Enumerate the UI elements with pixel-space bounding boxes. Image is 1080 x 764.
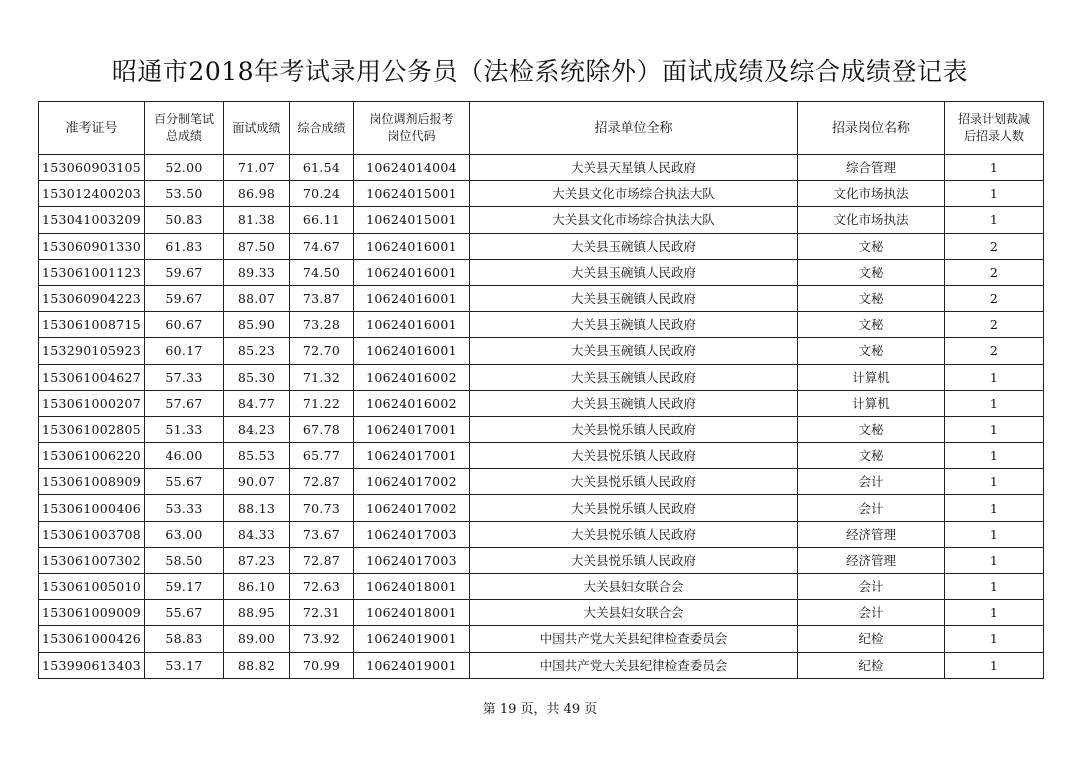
table-header-row [39, 102, 1044, 155]
hire-count-cell: 1 [945, 155, 1044, 181]
position-name-cell: 会计 [798, 600, 945, 626]
position-name-cell: 文化市场执法 [798, 181, 945, 207]
written-score-cell: 55.67 [145, 600, 224, 626]
position-name-cell: 综合管理 [798, 155, 945, 181]
unit-name-cell: 大关县妇女联合会 [470, 600, 798, 626]
written-score-cell: 57.33 [145, 364, 224, 390]
position-name-cell: 纪检 [798, 652, 945, 678]
hire-count-cell: 1 [945, 443, 1044, 469]
written-score-cell: 57.67 [145, 390, 224, 416]
ticket-number-cell: 153061008715 [39, 312, 145, 338]
unit-name-cell: 大关县天星镇人民政府 [470, 155, 798, 181]
hire-count-cell: 1 [945, 390, 1044, 416]
written-score-cell: 55.67 [145, 469, 224, 495]
interview-score-cell: 88.82 [224, 652, 290, 678]
header-code-line1: 岗位调剂后报考 [369, 112, 454, 126]
table-row [39, 626, 1044, 652]
header-written-line2: 总成绩 [165, 129, 202, 143]
position-code-cell: 10624017001 [354, 443, 470, 469]
position-code-cell: 10624015001 [354, 207, 470, 233]
header-interview-score: 面试成绩 [224, 102, 290, 155]
interview-score-cell: 88.95 [224, 600, 290, 626]
unit-name-cell: 大关县玉碗镇人民政府 [470, 259, 798, 285]
table-row [39, 181, 1044, 207]
position-code-cell: 10624017003 [354, 521, 470, 547]
ticket-number-cell: 153061006220 [39, 443, 145, 469]
table-row [39, 207, 1044, 233]
position-code-cell: 10624016001 [354, 259, 470, 285]
interview-score-cell: 89.00 [224, 626, 290, 652]
unit-name-cell: 大关县玉碗镇人民政府 [470, 338, 798, 364]
unit-name-cell: 大关县玉碗镇人民政府 [470, 390, 798, 416]
total-score-cell: 72.70 [290, 338, 354, 364]
unit-name-cell: 大关县文化市场综合执法大队 [470, 207, 798, 233]
unit-name-cell: 大关县悦乐镇人民政府 [470, 495, 798, 521]
total-score-cell: 73.87 [290, 285, 354, 311]
table-row [39, 495, 1044, 521]
total-score-cell: 71.32 [290, 364, 354, 390]
hire-count-cell: 1 [945, 547, 1044, 573]
header-plan-line2: 后招录人数 [963, 129, 1024, 143]
table-row [39, 259, 1044, 285]
ticket-number-cell: 153061008909 [39, 469, 145, 495]
position-name-cell: 文秘 [798, 312, 945, 338]
table-row [39, 574, 1044, 600]
written-score-cell: 61.83 [145, 233, 224, 259]
total-score-cell: 74.50 [290, 259, 354, 285]
position-name-cell: 经济管理 [798, 547, 945, 573]
position-name-cell: 计算机 [798, 390, 945, 416]
total-score-cell: 72.31 [290, 600, 354, 626]
ticket-number-cell: 153060903105 [39, 155, 145, 181]
hire-count-cell: 2 [945, 233, 1044, 259]
table-row [39, 652, 1044, 678]
position-code-cell: 10624016002 [354, 364, 470, 390]
position-code-cell: 10624018001 [354, 600, 470, 626]
written-score-cell: 60.17 [145, 338, 224, 364]
ticket-number-cell: 153061000426 [39, 626, 145, 652]
unit-name-cell: 大关县悦乐镇人民政府 [470, 469, 798, 495]
table-row [39, 547, 1044, 573]
position-code-cell: 10624014004 [354, 155, 470, 181]
position-name-cell: 计算机 [798, 364, 945, 390]
table-row [39, 312, 1044, 338]
total-score-cell: 73.28 [290, 312, 354, 338]
written-score-cell: 59.67 [145, 285, 224, 311]
position-name-cell: 文秘 [798, 285, 945, 311]
table-body [39, 155, 1044, 679]
interview-score-cell: 87.23 [224, 547, 290, 573]
written-score-cell: 59.17 [145, 574, 224, 600]
hire-count-cell: 1 [945, 495, 1044, 521]
unit-name-cell: 大关县文化市场综合执法大队 [470, 181, 798, 207]
table-row [39, 338, 1044, 364]
interview-score-cell: 86.10 [224, 574, 290, 600]
written-score-cell: 59.67 [145, 259, 224, 285]
position-code-cell: 10624018001 [354, 574, 470, 600]
position-name-cell: 文秘 [798, 233, 945, 259]
total-score-cell: 72.63 [290, 574, 354, 600]
position-name-cell: 文秘 [798, 338, 945, 364]
header-hire-count [945, 102, 1044, 155]
total-score-cell: 70.99 [290, 652, 354, 678]
ticket-number-cell: 153061000207 [39, 390, 145, 416]
interview-score-cell: 84.77 [224, 390, 290, 416]
written-score-cell: 53.17 [145, 652, 224, 678]
interview-score-cell: 88.13 [224, 495, 290, 521]
unit-name-cell: 中国共产党大关县纪律检查委员会 [470, 652, 798, 678]
ticket-number-cell: 153060901330 [39, 233, 145, 259]
table-row [39, 155, 1044, 181]
total-score-cell: 67.78 [290, 416, 354, 442]
total-score-cell: 65.77 [290, 443, 354, 469]
position-code-cell: 10624019001 [354, 626, 470, 652]
position-code-cell: 10624016001 [354, 338, 470, 364]
unit-name-cell: 大关县悦乐镇人民政府 [470, 443, 798, 469]
position-name-cell: 会计 [798, 574, 945, 600]
hire-count-cell: 1 [945, 469, 1044, 495]
position-code-cell: 10624016002 [354, 390, 470, 416]
table-row [39, 390, 1044, 416]
position-code-cell: 10624016001 [354, 233, 470, 259]
table-row [39, 600, 1044, 626]
unit-name-cell: 大关县悦乐镇人民政府 [470, 416, 798, 442]
hire-count-cell: 1 [945, 626, 1044, 652]
position-name-cell: 纪检 [798, 626, 945, 652]
ticket-number-cell: 153012400203 [39, 181, 145, 207]
ticket-number-cell: 153061005010 [39, 574, 145, 600]
interview-score-cell: 84.23 [224, 416, 290, 442]
interview-score-cell: 84.33 [224, 521, 290, 547]
total-score-cell: 72.87 [290, 547, 354, 573]
table-row [39, 364, 1044, 390]
table-row [39, 233, 1044, 259]
total-score-cell: 66.11 [290, 207, 354, 233]
total-score-cell: 72.87 [290, 469, 354, 495]
hire-count-cell: 1 [945, 207, 1044, 233]
written-score-cell: 58.83 [145, 626, 224, 652]
unit-name-cell: 大关县玉碗镇人民政府 [470, 312, 798, 338]
ticket-number-cell: 153061000406 [39, 495, 145, 521]
ticket-number-cell: 153061003708 [39, 521, 145, 547]
position-name-cell: 文秘 [798, 416, 945, 442]
ticket-number-cell: 153061004627 [39, 364, 145, 390]
ticket-number-cell: 153061007302 [39, 547, 145, 573]
unit-name-cell: 中国共产党大关县纪律检查委员会 [470, 626, 798, 652]
written-score-cell: 53.33 [145, 495, 224, 521]
position-code-cell: 10624016001 [354, 285, 470, 311]
unit-name-cell: 大关县悦乐镇人民政府 [470, 521, 798, 547]
header-written-score [145, 102, 224, 155]
written-score-cell: 51.33 [145, 416, 224, 442]
total-score-cell: 61.54 [290, 155, 354, 181]
interview-score-cell: 86.98 [224, 181, 290, 207]
interview-score-cell: 85.90 [224, 312, 290, 338]
written-score-cell: 60.67 [145, 312, 224, 338]
header-plan-line1: 招录计划裁减 [957, 112, 1030, 126]
total-score-cell: 74.67 [290, 233, 354, 259]
hire-count-cell: 1 [945, 521, 1044, 547]
unit-name-cell: 大关县妇女联合会 [470, 574, 798, 600]
total-score-cell: 71.22 [290, 390, 354, 416]
total-score-cell: 70.24 [290, 181, 354, 207]
table-row [39, 521, 1044, 547]
position-code-cell: 10624016001 [354, 312, 470, 338]
interview-score-cell: 85.53 [224, 443, 290, 469]
ticket-number-cell: 153041003209 [39, 207, 145, 233]
hire-count-cell: 1 [945, 364, 1044, 390]
total-score-cell: 73.67 [290, 521, 354, 547]
header-position-code [354, 102, 470, 155]
unit-name-cell: 大关县玉碗镇人民政府 [470, 285, 798, 311]
ticket-number-cell: 153060904223 [39, 285, 145, 311]
score-table [38, 101, 1044, 679]
page-title: 昭通市2018年考试录用公务员（法检系统除外）面试成绩及综合成绩登记表 [111, 57, 969, 86]
total-score-cell: 70.73 [290, 495, 354, 521]
hire-count-cell: 1 [945, 181, 1044, 207]
position-name-cell: 文秘 [798, 443, 945, 469]
hire-count-cell: 1 [945, 574, 1044, 600]
written-score-cell: 63.00 [145, 521, 224, 547]
interview-score-cell: 85.23 [224, 338, 290, 364]
position-code-cell: 10624017002 [354, 469, 470, 495]
written-score-cell: 58.50 [145, 547, 224, 573]
position-code-cell: 10624017003 [354, 547, 470, 573]
ticket-number-cell: 153061009009 [39, 600, 145, 626]
interview-score-cell: 89.33 [224, 259, 290, 285]
hire-count-cell: 2 [945, 338, 1044, 364]
unit-name-cell: 大关县玉碗镇人民政府 [470, 233, 798, 259]
header-total-score: 综合成绩 [290, 102, 354, 155]
written-score-cell: 50.83 [145, 207, 224, 233]
position-code-cell: 10624017002 [354, 495, 470, 521]
position-code-cell: 10624019001 [354, 652, 470, 678]
written-score-cell: 53.50 [145, 181, 224, 207]
hire-count-cell: 1 [945, 600, 1044, 626]
interview-score-cell: 81.38 [224, 207, 290, 233]
written-score-cell: 52.00 [145, 155, 224, 181]
hire-count-cell: 1 [945, 652, 1044, 678]
table-row [39, 469, 1044, 495]
table-row [39, 416, 1044, 442]
hire-count-cell: 2 [945, 259, 1044, 285]
header-unit-name: 招录单位全称 [470, 102, 798, 155]
position-code-cell: 10624015001 [354, 181, 470, 207]
total-score-cell: 73.92 [290, 626, 354, 652]
ticket-number-cell: 153990613403 [39, 652, 145, 678]
unit-name-cell: 大关县悦乐镇人民政府 [470, 547, 798, 573]
interview-score-cell: 87.50 [224, 233, 290, 259]
ticket-number-cell: 153061002805 [39, 416, 145, 442]
written-score-cell: 46.00 [145, 443, 224, 469]
interview-score-cell: 71.07 [224, 155, 290, 181]
position-name-cell: 文化市场执法 [798, 207, 945, 233]
hire-count-cell: 1 [945, 416, 1044, 442]
header-ticket-number: 准考证号 [39, 102, 145, 155]
header-position-name: 招录岗位名称 [798, 102, 945, 155]
position-code-cell: 10624017001 [354, 416, 470, 442]
header-code-line2: 岗位代码 [387, 129, 436, 143]
interview-score-cell: 85.30 [224, 364, 290, 390]
hire-count-cell: 2 [945, 285, 1044, 311]
unit-name-cell: 大关县玉碗镇人民政府 [470, 364, 798, 390]
table-row [39, 443, 1044, 469]
ticket-number-cell: 153061001123 [39, 259, 145, 285]
hire-count-cell: 2 [945, 312, 1044, 338]
position-name-cell: 会计 [798, 495, 945, 521]
interview-score-cell: 88.07 [224, 285, 290, 311]
ticket-number-cell: 153290105923 [39, 338, 145, 364]
page-footer: 第 19 页，共 49 页 [482, 702, 598, 717]
table-row [39, 285, 1044, 311]
position-name-cell: 经济管理 [798, 521, 945, 547]
interview-score-cell: 90.07 [224, 469, 290, 495]
position-name-cell: 会计 [798, 469, 945, 495]
position-name-cell: 文秘 [798, 259, 945, 285]
header-written-line1: 百分制笔试 [153, 112, 214, 126]
